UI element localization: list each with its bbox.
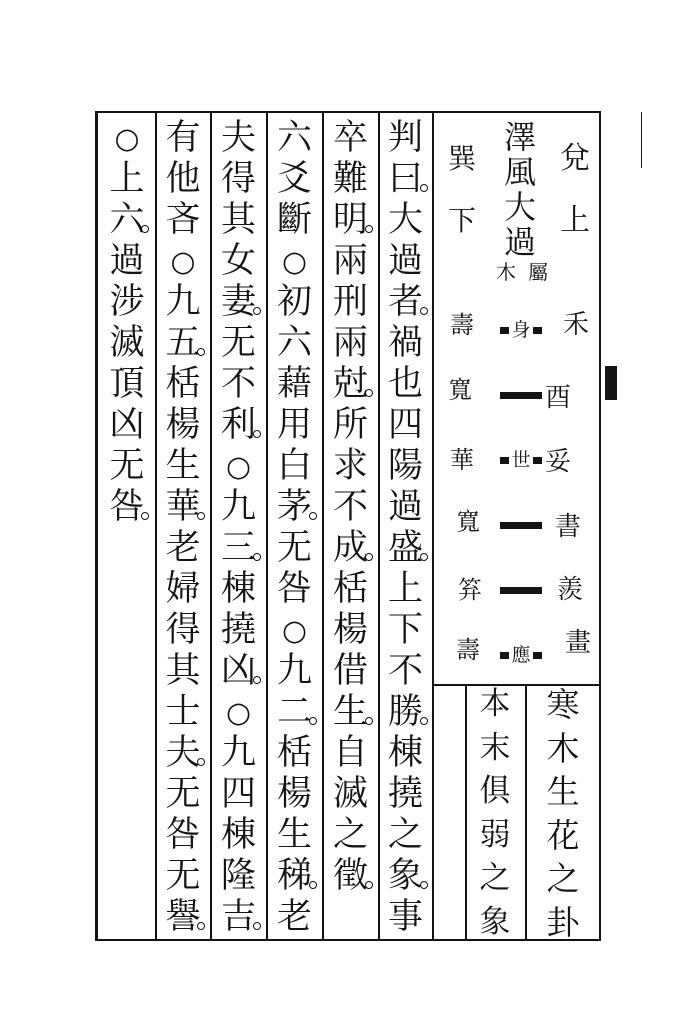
glyph: 楊 xyxy=(276,774,312,814)
glyph: 吉 xyxy=(220,897,256,937)
glyph: 无 xyxy=(109,446,145,486)
punctuation-mark xyxy=(253,553,261,561)
glyph: 寒 xyxy=(546,685,580,724)
glyph: 象 xyxy=(387,856,423,896)
glyph: 九 xyxy=(276,651,312,691)
punctuation-mark xyxy=(420,184,428,192)
glyph: 有 xyxy=(165,118,201,158)
glyph: 爻 xyxy=(276,159,312,199)
glyph: 涉 xyxy=(109,282,145,322)
page-edge-line xyxy=(641,112,642,168)
glyph: 咎 xyxy=(109,487,145,527)
glyph: 三 xyxy=(220,528,256,568)
right-mark: 書 xyxy=(554,512,581,542)
glyph: 生 xyxy=(165,446,201,486)
glyph: 判 xyxy=(387,118,423,158)
glyph: 女 xyxy=(220,241,256,281)
glyph: 九 xyxy=(220,487,256,527)
glyph: 无 xyxy=(165,774,201,814)
punctuation-mark xyxy=(253,307,261,315)
left-mark: 壽 xyxy=(456,636,480,664)
glyph: 撓 xyxy=(220,610,256,650)
glyph: 藉 xyxy=(276,364,312,404)
punctuation-mark xyxy=(420,881,428,889)
glyph: 弱 xyxy=(479,816,511,853)
glyph: 過 xyxy=(387,241,423,281)
punctuation-mark xyxy=(365,553,373,561)
glyph: 成 xyxy=(332,528,368,568)
glyph: 白 xyxy=(276,446,312,486)
section-circle: ○ xyxy=(114,121,140,155)
section-circle: ○ xyxy=(225,695,252,729)
glyph: 六 xyxy=(109,200,145,240)
glyph: 卒 xyxy=(332,118,368,158)
text-column xyxy=(379,118,432,940)
glyph: 凶 xyxy=(220,651,256,691)
glyph: 過 xyxy=(387,487,423,527)
glyph: 盛 xyxy=(387,528,423,568)
glyph: 隆 xyxy=(220,856,256,896)
glyph: 上 xyxy=(387,569,423,609)
glyph: 得 xyxy=(220,159,256,199)
glyph: 難 xyxy=(332,159,368,199)
glyph: 不 xyxy=(220,364,256,404)
right-mark: 羨 xyxy=(556,575,583,605)
glyph: 无 xyxy=(276,528,312,568)
glyph: 也 xyxy=(387,364,423,404)
glyph: 下 xyxy=(387,610,423,650)
summary-right xyxy=(530,683,596,944)
punctuation-mark xyxy=(253,430,261,438)
glyph: 咎 xyxy=(165,815,201,855)
glyph: 風 xyxy=(503,153,536,191)
glyph: 生 xyxy=(276,815,312,855)
right-mark: 酉 xyxy=(544,383,571,413)
hexagram-figure xyxy=(500,318,542,698)
punctuation-mark xyxy=(309,512,317,520)
glyph: 士 xyxy=(165,692,201,732)
glyph: 棟 xyxy=(387,733,423,773)
glyph: 五 xyxy=(165,323,201,363)
text-column xyxy=(156,118,210,940)
glyph: 九 xyxy=(165,282,201,322)
glyph: 借 xyxy=(332,651,368,691)
glyph: 明 xyxy=(332,200,368,240)
glyph: 棟 xyxy=(220,569,256,609)
glyph: 九 xyxy=(220,733,256,773)
glyph: 勝 xyxy=(387,692,423,732)
glyph: 稊 xyxy=(276,856,312,896)
glyph: 吝 xyxy=(165,200,201,240)
text-column xyxy=(323,118,378,940)
glyph: 凶 xyxy=(109,405,145,445)
left-mark: 笲 xyxy=(458,576,482,604)
summary-divider xyxy=(525,684,527,940)
glyph: 无 xyxy=(220,323,256,363)
section-circle: ○ xyxy=(170,244,196,278)
glyph: 楊 xyxy=(165,405,201,445)
title-note-left: 木 xyxy=(496,260,516,284)
punctuation-mark xyxy=(420,717,428,725)
glyph: 夫 xyxy=(220,118,256,158)
frame-top-rule xyxy=(96,111,601,113)
glyph: 下 xyxy=(447,204,476,237)
glyph: 六 xyxy=(276,323,312,363)
glyph: 他 xyxy=(165,159,201,199)
glyph: 其 xyxy=(165,651,201,691)
right-mark: 畫 xyxy=(564,628,591,658)
summary-left xyxy=(467,683,523,944)
glyph: 滅 xyxy=(332,774,368,814)
text-column xyxy=(99,118,155,940)
glyph: 二 xyxy=(276,692,312,732)
punctuation-mark xyxy=(253,676,261,684)
yao-line xyxy=(500,318,542,342)
glyph: 初 xyxy=(276,282,312,322)
glyph: 事 xyxy=(387,897,423,937)
glyph: 求 xyxy=(332,446,368,486)
glyph: 之 xyxy=(546,859,580,898)
glyph: 六 xyxy=(276,118,312,158)
glyph: 木 xyxy=(546,728,580,768)
glyph: 末 xyxy=(479,729,511,766)
punctuation-mark xyxy=(420,307,428,315)
yao-bar xyxy=(500,392,542,399)
right-mark: 禾 xyxy=(562,310,589,340)
hexagram-title xyxy=(494,120,546,260)
lower-trigram-label xyxy=(437,128,487,252)
yao-line xyxy=(500,513,542,537)
yao-bar xyxy=(500,587,542,594)
glyph: 譽 xyxy=(165,897,201,937)
glyph: 之 xyxy=(332,815,368,855)
glyph: 栝 xyxy=(332,569,368,609)
left-mark: 華 xyxy=(450,446,474,474)
title-note-right: 屬 xyxy=(528,260,548,284)
glyph: 妻 xyxy=(220,282,256,322)
glyph: 華 xyxy=(165,487,201,527)
punctuation-mark xyxy=(309,717,317,725)
punctuation-mark xyxy=(365,389,373,397)
page-edge-mark xyxy=(605,366,617,400)
glyph: 夫 xyxy=(165,733,201,773)
glyph: 過 xyxy=(109,241,145,281)
glyph: 尅 xyxy=(332,364,368,404)
glyph: 大 xyxy=(387,200,423,240)
glyph: 生 xyxy=(546,772,580,811)
punctuation-mark xyxy=(420,553,428,561)
yao-line xyxy=(500,578,542,602)
punctuation-mark xyxy=(365,881,373,889)
section-circle: ○ xyxy=(281,613,308,647)
glyph: 栝 xyxy=(276,733,312,773)
glyph: 自 xyxy=(332,733,368,773)
glyph: 得 xyxy=(165,610,201,650)
punctuation-mark xyxy=(365,717,373,725)
glyph: 兌 xyxy=(560,141,590,176)
glyph: 頂 xyxy=(109,364,145,404)
glyph: 巽 xyxy=(447,142,476,175)
yao-bar xyxy=(500,522,542,529)
glyph: 上 xyxy=(109,159,145,199)
yao-label: 應 xyxy=(509,643,533,667)
punctuation-mark xyxy=(253,922,261,930)
glyph: 其 xyxy=(220,200,256,240)
glyph: 老 xyxy=(276,897,312,937)
glyph: 不 xyxy=(387,651,423,691)
column-divider xyxy=(432,112,434,940)
glyph: 咎 xyxy=(276,569,312,609)
punctuation-mark xyxy=(309,881,317,889)
yao-line xyxy=(500,448,542,472)
glyph: 之 xyxy=(387,815,423,855)
punctuation-mark xyxy=(365,225,373,233)
glyph: 兩 xyxy=(332,241,368,281)
yao-label: 身 xyxy=(509,318,533,342)
right-mark: 妥 xyxy=(544,447,571,477)
glyph: 陽 xyxy=(387,446,423,486)
glyph: 撓 xyxy=(387,774,423,814)
glyph: 曰 xyxy=(387,159,423,199)
glyph: 四 xyxy=(387,405,423,445)
glyph: 棟 xyxy=(220,815,256,855)
section-circle: ○ xyxy=(281,244,308,278)
glyph: 斷 xyxy=(276,200,312,240)
glyph: 兩 xyxy=(332,323,368,363)
glyph: 婦 xyxy=(165,569,201,609)
upper-trigram-label xyxy=(550,128,600,252)
glyph: 不 xyxy=(332,487,368,527)
glyph: 茅 xyxy=(276,487,312,527)
glyph: 老 xyxy=(165,528,201,568)
left-mark: 寬 xyxy=(448,376,472,404)
glyph: 所 xyxy=(332,405,368,445)
yao-line xyxy=(500,383,542,407)
glyph: 楊 xyxy=(332,610,368,650)
glyph: 滅 xyxy=(109,323,145,363)
glyph: 用 xyxy=(276,405,312,445)
glyph: 无 xyxy=(165,856,201,896)
glyph: 栝 xyxy=(165,364,201,404)
glyph: 禍 xyxy=(387,323,423,363)
left-mark: 壽 xyxy=(450,311,474,339)
glyph: 花 xyxy=(546,815,580,855)
glyph: 卦 xyxy=(546,902,580,942)
yao-line xyxy=(500,643,542,667)
frame-left-rule xyxy=(95,111,98,941)
glyph: 俱 xyxy=(479,773,511,809)
glyph: 之 xyxy=(479,860,511,896)
glyph: 刑 xyxy=(332,282,368,322)
glyph: 者 xyxy=(387,282,423,322)
glyph: 生 xyxy=(332,692,368,732)
glyph: 利 xyxy=(220,405,256,445)
section-circle: ○ xyxy=(225,449,252,483)
glyph: 象 xyxy=(479,903,511,940)
left-mark: 寬 xyxy=(456,508,480,536)
yao-label: 世 xyxy=(509,448,533,472)
glyph: 澤 xyxy=(503,118,536,156)
glyph: 過 xyxy=(503,223,536,261)
glyph: 徵 xyxy=(332,856,368,896)
text-column xyxy=(211,118,266,940)
glyph: 大 xyxy=(503,188,536,226)
glyph: 四 xyxy=(220,774,256,814)
text-column xyxy=(267,118,322,940)
glyph: 上 xyxy=(560,203,590,238)
glyph: 本 xyxy=(479,686,511,722)
